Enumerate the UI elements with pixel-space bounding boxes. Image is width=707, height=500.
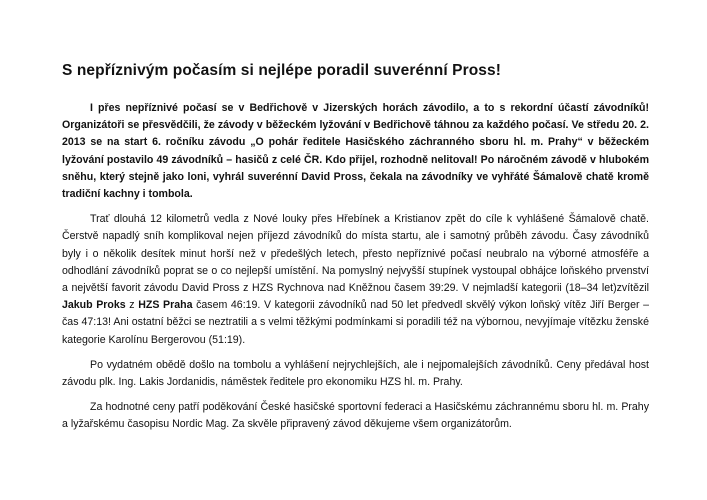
article-paragraph-2 [62,211,649,349]
paragraph-2-text-b: časem 46:19. V kategorii závodníků nad 50 let předvedl skvělý výkon loňský vítěz Jiří Berger – čas 47:13! Ani ostatní běžci se neztratili a s velmi těžkými podmínkami si poradili též na výbornou, nevyjímaje vítězku ženské kategorie Karolínu Bergerovou (51:19). [62,299,649,346]
article-lead: I přes nepříznivé počasí se v Bedřichově v Jizerských horách závodilo, a to s rekordní účastí závodníků! Organizátoři se přesvědčili, že závody v běžeckém lyžování v Bedřichově táhnou za každého počasí. Ve středu 20. 2. 2013 se na start 6. ročníku závodu „O pohár ředitele Hasičského záchranného sboru hl. m. Prahy“ v běžeckém lyžování postavilo 49 závodníků – hasičů z celé ČR. Kdo přijel, rozhodně nelitoval! Po náročném závodě v hlubokém sněhu, který stejně jako loni, vyhrál suverénní David Pross, čekala na závodníky ve vyhřáté Šámalově chatě kromě tradiční kachny i tombola. [62,102,649,201]
paragraph-2-text-a: Trať dlouhá 12 kilometrů vedla z Nové louky přes Hřebínek a Kristianov zpět do cíle k vyhlášené Šámalově chatě. Čerstvě napadlý sníh komplikoval nejen příjezd závodníků do místa startu, ale i samotný průběh závodu. Časy závodníků byly i o několik desítek minut horší než v předešlých letech, přesto nepříznivé počasí neubralo na výborné atmosféře a odhodlání závodníků poprat se o co nejlepší umístění. Na pomyslný nejvyšší stupínek vystoupal obhájce loňského prvenství a největší favorit závodu David Pross z HZS Rychnova nad Kněžnou časem 39:29. V nejmladší kategorii (18–34 let)zvítězil [62,213,649,295]
article-title: S nepříznivým počasím si nejlépe poradil suverénní Pross! [62,62,501,79]
article-paragraph-3: Po vydatném obědě došlo na tombolu a vyhlášení nejrychlejších, ale i nejpomalejších závodníků. Ceny předával host závodu plk. Ing. Lakis Jordanidis, náměstek ředitele pro ekonomiku HZS hl. m. Prahy. [62,358,649,389]
winner-team: HZS Praha [138,299,193,312]
winner-name: Jakub Proks [62,299,126,312]
article-paragraph-4: Za hodnotné ceny patří poděkování České hasičské sportovní federaci a Hasičskému záchrannému sboru hl. m. Prahy a lyžařskému časopisu Nordic Mag. Za skvěle připravený závod děkujeme všem organizátorům. [62,401,649,431]
paragraph-2-connector: z [125,299,139,312]
